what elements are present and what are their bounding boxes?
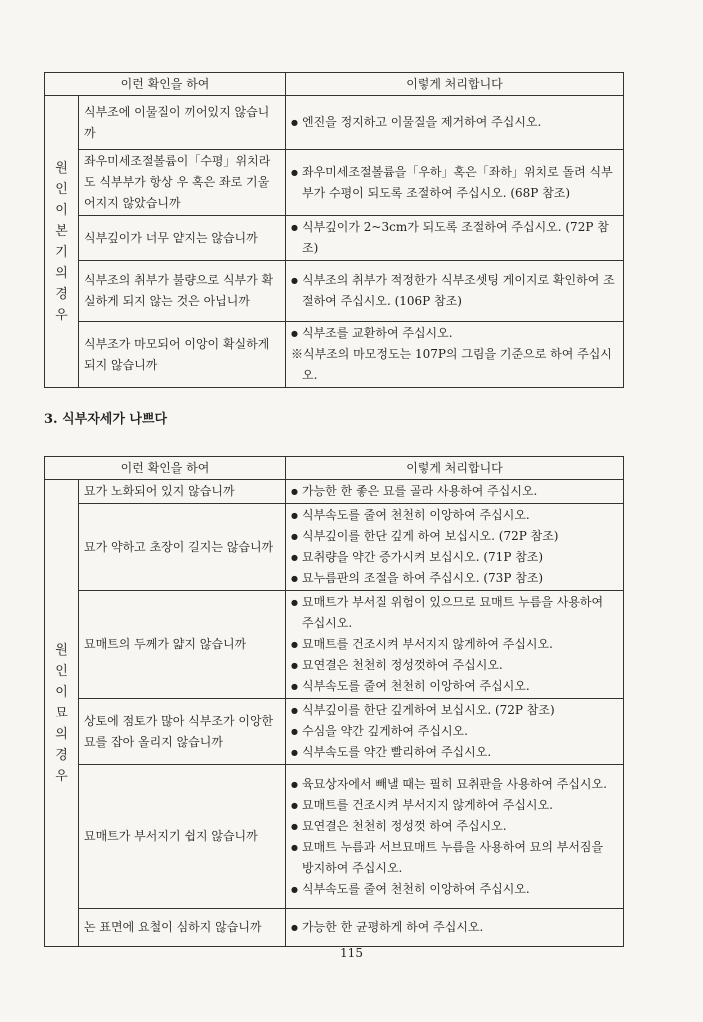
check-cell: 묘가 약하고 초장이 길지는 않습니까 [79,504,286,591]
action-bullet: ● 묘매트를 건조시켜 부서지지 않게하여 주십시오. [291,795,618,816]
table-row [45,765,624,909]
side-label-char: 이 [55,202,68,218]
side-label-char: 경 [55,286,68,302]
action-bullet: ● 식부속도를 줄여 천천히 이앙하여 주십시오. [291,676,618,697]
table-row [45,322,624,388]
check-cell: 좌우미세조절볼륨이「수평」위치라도 식부부가 항상 우 혹은 좌로 기울어지지 않았습니까 [79,150,286,216]
table-row [45,96,624,150]
action-bullet: ● 묘매트가 부서질 위험이 있으므로 묘매트 누름을 사용하여 주십시오. [291,592,618,634]
side-label-char: 의 [55,265,68,281]
table-row [45,699,624,765]
side-label-char: 우 [55,768,68,784]
header-check: 이런 확인을 하여 [45,457,286,480]
action-bullet: ● 식부깊이가 2~3cm가 되도록 조절하여 주십시오. (72P 참조) [291,217,618,259]
side-label-char: 원 [55,160,68,176]
action-note: ※식부조의 마모정도는 107P의 그림을 기준으로 하여 주십시오. [291,347,612,382]
side-label-char: 경 [55,747,68,763]
action-bullet: ● 식부조를 교환하여 주십시오. [291,323,618,344]
check-cell: 식부조의 취부가 불량으로 식부가 확실하게 되지 않는 것은 아닙니까 [79,261,286,322]
table-row [45,909,624,947]
action-cell [286,96,624,150]
section-title: 3. 식부자세가 나쁘다 [44,412,168,427]
action-bullet: ● 식부조의 취부가 적정한가 식부조셋팅 게이지로 확인하여 조절하여 주십시오. (106P 참조) [291,270,618,312]
cause-side-label [45,480,79,947]
action-cell [286,699,624,765]
side-label-char: 묘 [55,705,68,721]
action-bullet: ● 엔진을 정지하고 이물질을 제거하여 주십시오. [291,112,618,133]
action-cell [286,216,624,261]
action-bullet: ● 묘매트 누름과 서브묘매트 누름을 사용하여 묘의 부서짐을 방지하여 주십시오. [291,837,618,879]
side-label-char: 이 [55,684,68,700]
troubleshooting-table-seedling [44,456,624,947]
action-bullet: ● 묘취량을 약간 증가시켜 보십시오. (71P 참조) [291,547,618,568]
check-cell: 논 표면에 요철이 심하지 않습니까 [79,909,286,947]
side-label-char: 원 [55,642,68,658]
action-cell [286,765,624,909]
side-label-char: 우 [55,307,68,323]
check-cell: 식부조에 이물질이 끼어있지 않습니까 [79,96,286,150]
action-bullet: ● 식부속도를 줄여 천천히 이앙하여 주십시오. [291,879,618,900]
table-row [45,480,624,504]
header-check: 이런 확인을 하여 [45,73,286,96]
table-row [45,261,624,322]
action-bullet: ● 가능한 한 균평하게 하여 주십시오. [291,917,618,938]
side-label-char: 기 [55,244,68,260]
action-bullet: ● 식부속도를 약간 빨리하여 주십시오. [291,742,618,763]
check-cell: 묘매트의 두께가 얇지 않습니까 [79,591,286,699]
action-bullet: ● 육묘상자에서 빼낼 때는 필히 묘취판을 사용하여 주십시오. [291,774,618,795]
troubleshooting-table-machine [44,72,624,388]
action-bullet: ● 식부깊이를 한단 깊게하여 보십시오. (72P 참조) [291,700,618,721]
check-cell: 식부조가 마모되어 이앙이 확실하게 되지 않습니까 [79,322,286,388]
table-row [45,504,624,591]
table-header-row [45,457,624,480]
action-bullet: ● 좌우미세조절볼륨을「우하」혹은「좌하」위치로 돌려 식부부가 수평이 되도록 조절하여 주십시오. (68P 참조) [291,162,618,204]
action-bullet: ● 가능한 한 좋은 묘를 골라 사용하여 주십시오. [291,481,618,502]
check-cell: 식부깊이가 너무 얕지는 않습니까 [79,216,286,261]
table-row [45,591,624,699]
header-action: 이렇게 처리합니다 [286,457,624,480]
check-cell: 묘가 노화되어 있지 않습니까 [79,480,286,504]
action-bullet: ● 묘누름판의 조절을 하여 주십시오. (73P 참조) [291,568,618,589]
action-bullet: ● 수심을 약간 깊게하여 주십시오. [291,721,618,742]
action-bullet: ● 묘매트를 건조시켜 부서지지 않게하여 주십시오. [291,634,618,655]
side-label-char: 본 [55,223,68,239]
table-header-row [45,73,624,96]
action-cell [286,909,624,947]
action-cell [286,480,624,504]
check-cell: 묘매트가 부서지기 쉽지 않습니까 [79,765,286,909]
action-bullet: ● 묘연결은 천천히 정성껏하여 주십시오. [291,655,618,676]
cause-side-label [45,96,79,388]
table-row [45,150,624,216]
side-label-char: 의 [55,726,68,742]
action-cell [286,504,624,591]
action-cell [286,261,624,322]
action-bullet: ● 식부깊이를 한단 깊게 하여 보십시오. (72P 참조) [291,526,618,547]
action-bullet: ● 묘연결은 천천히 정성껏 하여 주십시오. [291,816,618,837]
table-row [45,216,624,261]
check-cell: 상토에 점토가 많아 식부조가 이앙한 묘를 잡아 올리지 않습니까 [79,699,286,765]
page-number: 115 [340,946,363,960]
header-action: 이렇게 처리합니다 [286,73,624,96]
side-label-char: 인 [55,181,68,197]
action-cell [286,150,624,216]
side-label-char: 인 [55,663,68,679]
action-bullet: ● 식부속도를 줄여 천천히 이앙하여 주십시오. [291,505,618,526]
action-cell [286,322,624,388]
action-cell [286,591,624,699]
